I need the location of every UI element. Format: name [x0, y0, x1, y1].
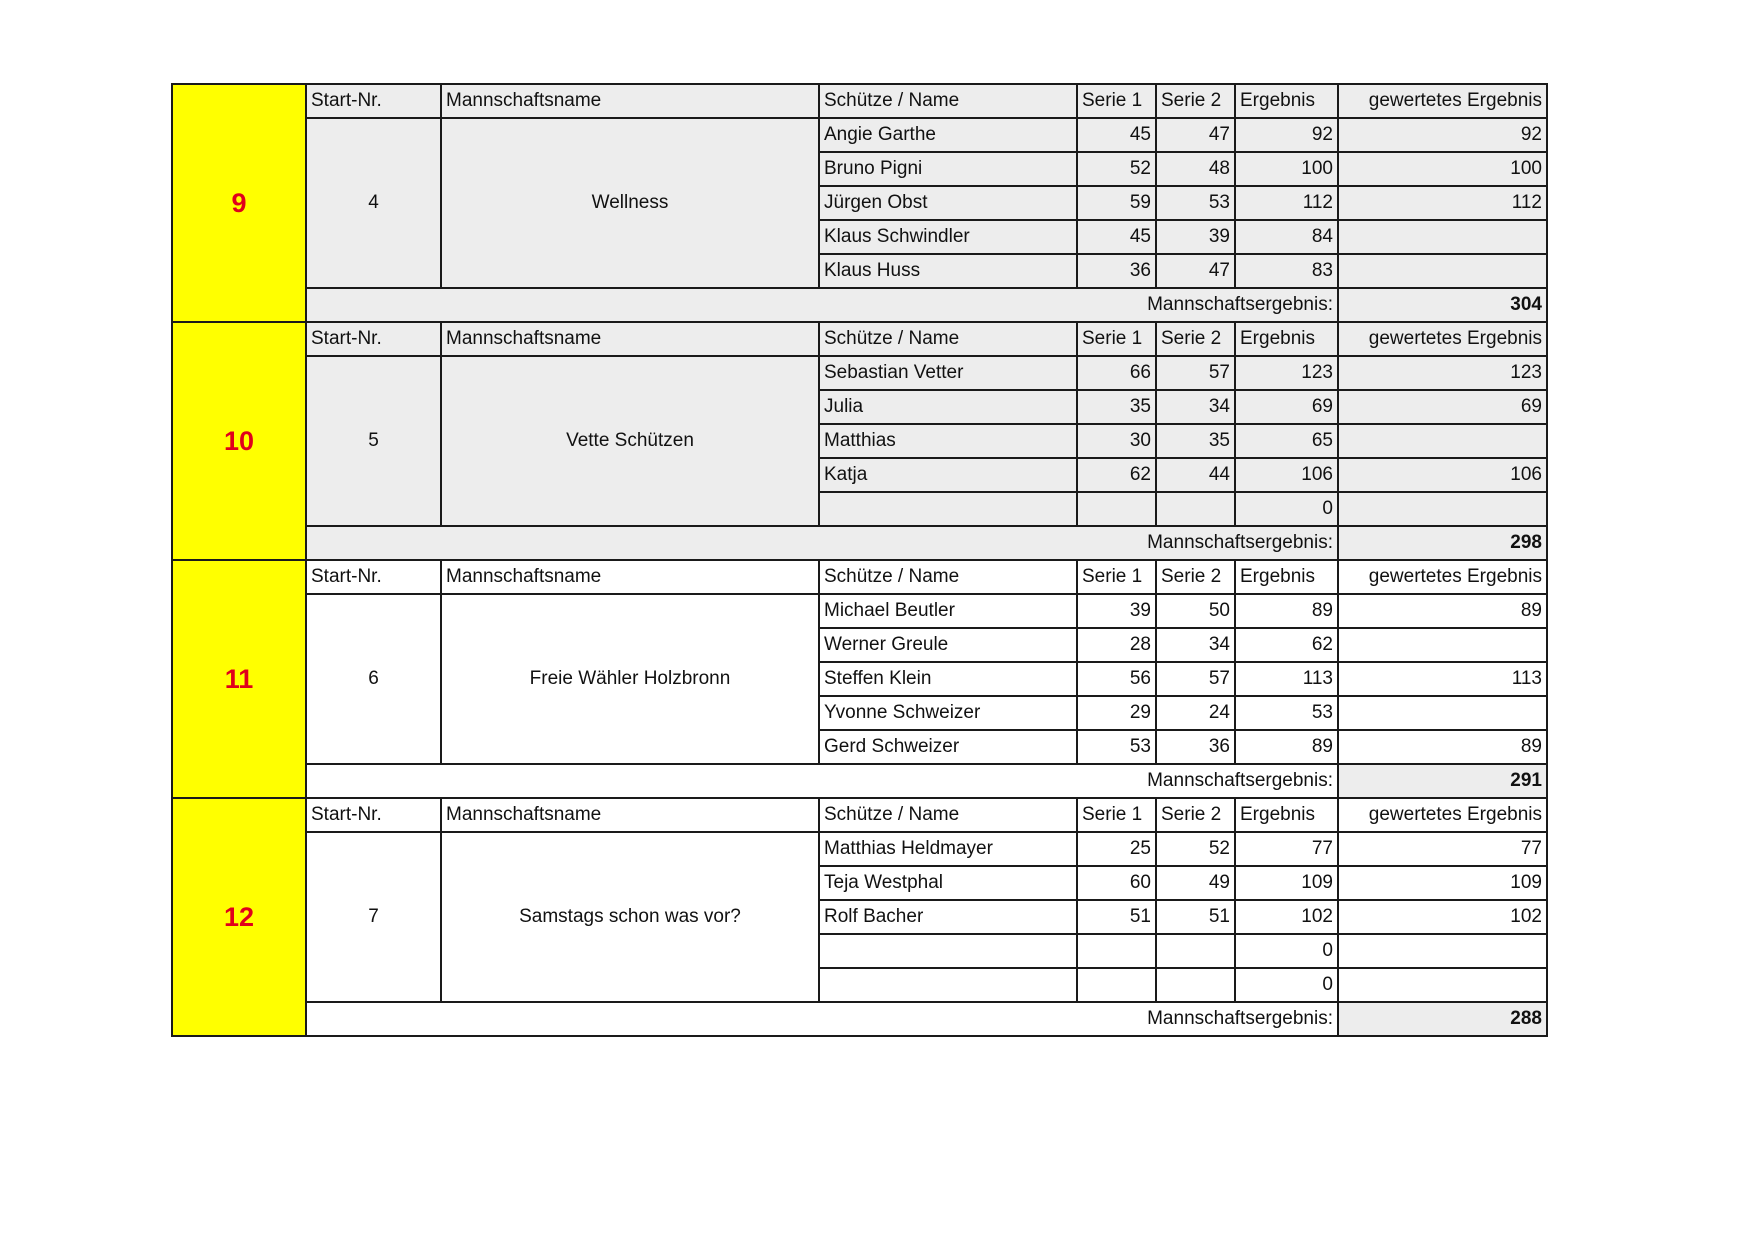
header-start-nr: Start-Nr. [306, 798, 441, 832]
team-name: Freie Wähler Holzbronn [441, 594, 819, 764]
start-number: 6 [306, 594, 441, 764]
scored-result-value [1338, 492, 1547, 526]
team-name: Vette Schützen [441, 356, 819, 526]
header-serie1: Serie 1 [1077, 798, 1156, 832]
serie2-value: 34 [1156, 390, 1235, 424]
shooter-name: Rolf Bacher [819, 900, 1077, 934]
serie2-value: 36 [1156, 730, 1235, 764]
header-serie2: Serie 2 [1156, 560, 1235, 594]
shooter-name: Werner Greule [819, 628, 1077, 662]
result-value: 89 [1235, 594, 1338, 628]
serie1-value: 59 [1077, 186, 1156, 220]
serie2-value: 35 [1156, 424, 1235, 458]
serie2-value: 50 [1156, 594, 1235, 628]
shooter-row [172, 594, 1547, 628]
header-serie1: Serie 1 [1077, 322, 1156, 356]
shooter-name [819, 934, 1077, 968]
result-value: 65 [1235, 424, 1338, 458]
header-result: Ergebnis [1235, 322, 1338, 356]
shooter-name: Matthias [819, 424, 1077, 458]
serie2-value: 44 [1156, 458, 1235, 492]
header-scored-result: gewertetes Ergebnis [1338, 560, 1547, 594]
header-scored-result: gewertetes Ergebnis [1338, 798, 1547, 832]
serie1-value: 62 [1077, 458, 1156, 492]
serie2-value: 51 [1156, 900, 1235, 934]
result-value: 100 [1235, 152, 1338, 186]
header-team-name: Mannschaftsname [441, 560, 819, 594]
serie2-value: 39 [1156, 220, 1235, 254]
team-total-row [172, 288, 1547, 322]
serie2-value: 52 [1156, 832, 1235, 866]
header-team-name: Mannschaftsname [441, 798, 819, 832]
serie1-value: 35 [1077, 390, 1156, 424]
header-shooter: Schütze / Name [819, 322, 1077, 356]
scored-result-value [1338, 424, 1547, 458]
start-number: 5 [306, 356, 441, 526]
scored-result-value [1338, 968, 1547, 1002]
scored-result-value: 113 [1338, 662, 1547, 696]
scored-result-value [1338, 628, 1547, 662]
result-value: 0 [1235, 968, 1338, 1002]
result-value: 84 [1235, 220, 1338, 254]
team-header-row [172, 84, 1547, 118]
header-team-name: Mannschaftsname [441, 84, 819, 118]
serie2-value: 24 [1156, 696, 1235, 730]
team-name: Samstags schon was vor? [441, 832, 819, 1002]
team-result-label: Mannschaftsergebnis: [306, 526, 1338, 560]
header-serie1: Serie 1 [1077, 560, 1156, 594]
place-cell: 12 [172, 798, 306, 1036]
serie1-value: 30 [1077, 424, 1156, 458]
start-number: 7 [306, 832, 441, 1002]
scored-result-value [1338, 934, 1547, 968]
result-value: 123 [1235, 356, 1338, 390]
shooter-name: Matthias Heldmayer [819, 832, 1077, 866]
result-value: 89 [1235, 730, 1338, 764]
scored-result-value [1338, 220, 1547, 254]
shooter-name: Teja Westphal [819, 866, 1077, 900]
serie1-value: 45 [1077, 118, 1156, 152]
shooter-name [819, 492, 1077, 526]
header-team-name: Mannschaftsname [441, 322, 819, 356]
result-value: 113 [1235, 662, 1338, 696]
team-result-value: 304 [1338, 288, 1547, 322]
serie2-value: 47 [1156, 118, 1235, 152]
serie1-value: 53 [1077, 730, 1156, 764]
header-result: Ergebnis [1235, 84, 1338, 118]
header-scored-result: gewertetes Ergebnis [1338, 84, 1547, 118]
shooter-name: Julia [819, 390, 1077, 424]
shooter-name [819, 968, 1077, 1002]
serie1-value: 29 [1077, 696, 1156, 730]
scored-result-value [1338, 254, 1547, 288]
team-name: Wellness [441, 118, 819, 288]
scored-result-value: 69 [1338, 390, 1547, 424]
team-result-label: Mannschaftsergebnis: [306, 288, 1338, 322]
shooter-name: Michael Beutler [819, 594, 1077, 628]
results-table [171, 83, 1548, 1037]
shooter-name: Klaus Schwindler [819, 220, 1077, 254]
header-serie1: Serie 1 [1077, 84, 1156, 118]
serie2-value: 53 [1156, 186, 1235, 220]
scored-result-value: 109 [1338, 866, 1547, 900]
shooter-name: Steffen Klein [819, 662, 1077, 696]
result-value: 92 [1235, 118, 1338, 152]
result-value: 112 [1235, 186, 1338, 220]
header-shooter: Schütze / Name [819, 84, 1077, 118]
header-scored-result: gewertetes Ergebnis [1338, 322, 1547, 356]
serie1-value: 60 [1077, 866, 1156, 900]
team-result-value: 291 [1338, 764, 1547, 798]
result-value: 0 [1235, 492, 1338, 526]
team-result-value: 288 [1338, 1002, 1547, 1036]
serie1-value: 45 [1077, 220, 1156, 254]
serie2-value [1156, 492, 1235, 526]
result-value: 69 [1235, 390, 1338, 424]
scored-result-value: 100 [1338, 152, 1547, 186]
header-result: Ergebnis [1235, 560, 1338, 594]
header-start-nr: Start-Nr. [306, 84, 441, 118]
team-header-row [172, 798, 1547, 832]
scored-result-value: 89 [1338, 594, 1547, 628]
serie1-value [1077, 968, 1156, 1002]
shooter-name: Gerd Schweizer [819, 730, 1077, 764]
scored-result-value: 77 [1338, 832, 1547, 866]
place-cell: 11 [172, 560, 306, 798]
serie1-value [1077, 934, 1156, 968]
team-result-label: Mannschaftsergebnis: [306, 764, 1338, 798]
shooter-row [172, 832, 1547, 866]
shooter-row [172, 118, 1547, 152]
serie2-value [1156, 968, 1235, 1002]
serie1-value: 28 [1077, 628, 1156, 662]
header-shooter: Schütze / Name [819, 798, 1077, 832]
shooter-name: Bruno Pigni [819, 152, 1077, 186]
result-value: 62 [1235, 628, 1338, 662]
serie2-value: 57 [1156, 662, 1235, 696]
serie1-value: 52 [1077, 152, 1156, 186]
serie2-value: 49 [1156, 866, 1235, 900]
scored-result-value: 123 [1338, 356, 1547, 390]
team-header-row [172, 560, 1547, 594]
shooter-name: Angie Garthe [819, 118, 1077, 152]
serie1-value [1077, 492, 1156, 526]
shooter-name: Jürgen Obst [819, 186, 1077, 220]
serie1-value: 66 [1077, 356, 1156, 390]
header-shooter: Schütze / Name [819, 560, 1077, 594]
serie1-value: 36 [1077, 254, 1156, 288]
team-result-value: 298 [1338, 526, 1547, 560]
shooter-row [172, 356, 1547, 390]
result-value: 83 [1235, 254, 1338, 288]
shooter-name: Yvonne Schweizer [819, 696, 1077, 730]
scored-result-value: 106 [1338, 458, 1547, 492]
result-value: 0 [1235, 934, 1338, 968]
team-total-row [172, 526, 1547, 560]
serie1-value: 51 [1077, 900, 1156, 934]
start-number: 4 [306, 118, 441, 288]
header-serie2: Serie 2 [1156, 322, 1235, 356]
header-result: Ergebnis [1235, 798, 1338, 832]
result-value: 106 [1235, 458, 1338, 492]
serie2-value: 47 [1156, 254, 1235, 288]
result-value: 109 [1235, 866, 1338, 900]
team-total-row [172, 764, 1547, 798]
serie1-value: 56 [1077, 662, 1156, 696]
team-header-row [172, 322, 1547, 356]
result-value: 102 [1235, 900, 1338, 934]
place-cell: 9 [172, 84, 306, 322]
team-result-label: Mannschaftsergebnis: [306, 1002, 1338, 1036]
serie1-value: 39 [1077, 594, 1156, 628]
scored-result-value: 112 [1338, 186, 1547, 220]
header-serie2: Serie 2 [1156, 84, 1235, 118]
shooter-name: Sebastian Vetter [819, 356, 1077, 390]
serie1-value: 25 [1077, 832, 1156, 866]
result-value: 53 [1235, 696, 1338, 730]
scored-result-value [1338, 696, 1547, 730]
place-cell: 10 [172, 322, 306, 560]
header-start-nr: Start-Nr. [306, 322, 441, 356]
header-start-nr: Start-Nr. [306, 560, 441, 594]
serie2-value: 48 [1156, 152, 1235, 186]
serie2-value [1156, 934, 1235, 968]
scored-result-value: 102 [1338, 900, 1547, 934]
header-serie2: Serie 2 [1156, 798, 1235, 832]
shooter-name: Katja [819, 458, 1077, 492]
team-total-row [172, 1002, 1547, 1036]
scored-result-value: 92 [1338, 118, 1547, 152]
serie2-value: 57 [1156, 356, 1235, 390]
serie2-value: 34 [1156, 628, 1235, 662]
scored-result-value: 89 [1338, 730, 1547, 764]
shooter-name: Klaus Huss [819, 254, 1077, 288]
result-value: 77 [1235, 832, 1338, 866]
